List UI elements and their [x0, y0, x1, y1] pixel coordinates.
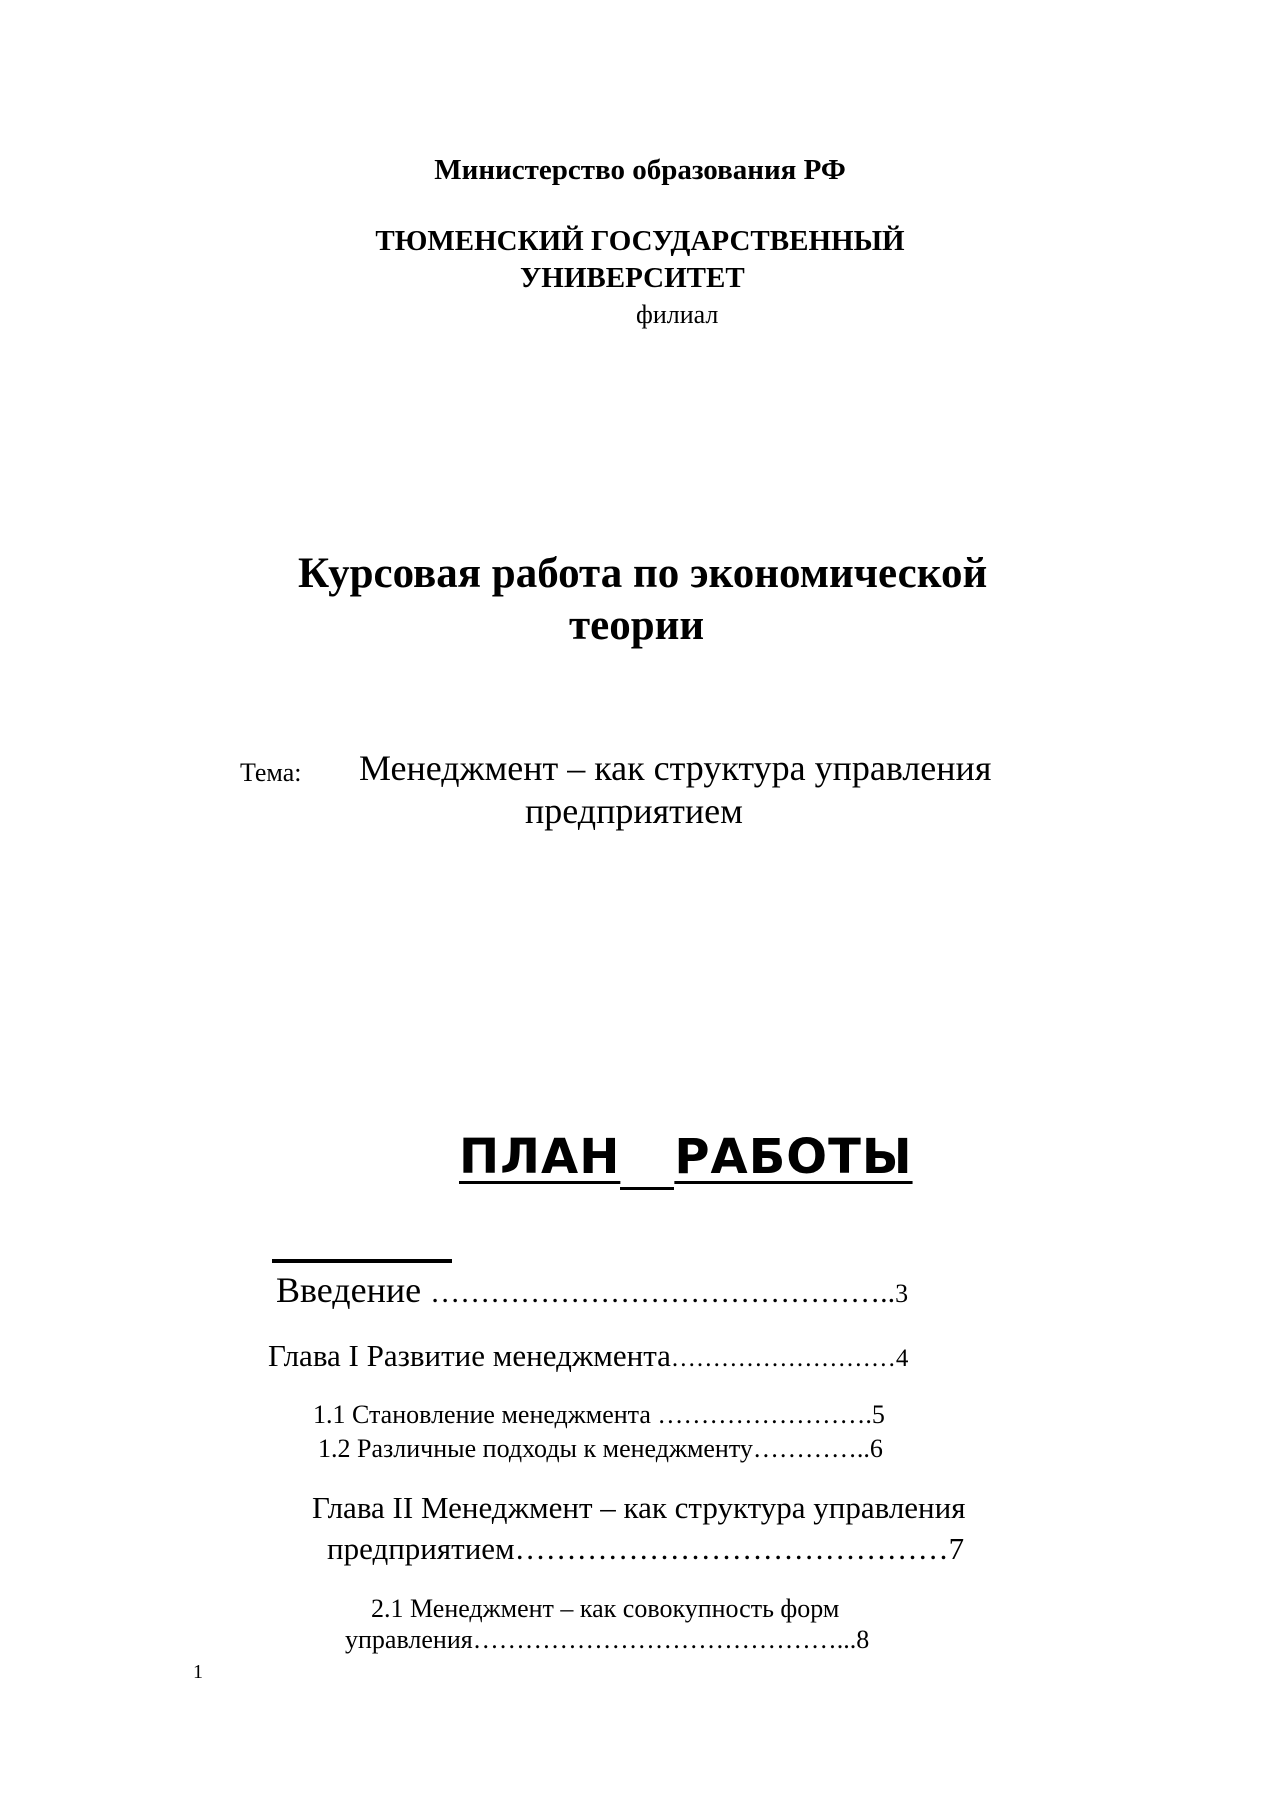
coursework-title-line2: теории: [569, 602, 705, 649]
topic-text-line2: предприятием: [525, 791, 743, 831]
toc-section-1-1-page: 5: [871, 1400, 885, 1429]
toc-intro-text: Введение: [276, 1270, 431, 1310]
toc-chapter2-dots: ……………………………………: [514, 1531, 949, 1566]
ministry-heading: Министерство образования РФ: [434, 154, 846, 186]
page-number: 1: [193, 1661, 203, 1683]
plan-heading: [459, 1129, 913, 1185]
toc-entry-intro: [276, 1272, 908, 1308]
toc-intro-page: 3: [895, 1279, 909, 1308]
toc-intro-dots: ………………………………………..: [430, 1276, 896, 1309]
toc-entry-section-2-1: [345, 1627, 869, 1653]
toc-entry-chapter2: [327, 1533, 964, 1564]
toc-chapter1-dots: ………………………: [670, 1345, 896, 1372]
toc-chapter2-line2: предприятием: [327, 1531, 515, 1566]
toc-section-2-1-line1: 2.1 Менеджмент – как совокупность форм: [371, 1594, 840, 1623]
toc-section-1-1-text: 1.1 Становление менеджмента: [313, 1400, 658, 1429]
topic-text-line1: Менеджмент – как структура управления: [359, 748, 992, 788]
toc-entry-chapter1: [268, 1340, 908, 1371]
toc-section-1-2-dots: …………..: [752, 1434, 870, 1463]
plan-heading-word2: РАБОТЫ: [674, 1129, 913, 1185]
toc-section-1-1-dots: …………………….: [657, 1400, 872, 1429]
topic-label: Тема:: [240, 758, 302, 787]
university-name-line1: ТЮМЕНСКИЙ ГОСУДАРСТВЕННЫЙ: [375, 225, 905, 257]
divider-rule: [272, 1259, 452, 1263]
plan-heading-gap: [620, 1137, 674, 1190]
toc-section-2-1-dots: ……………………………………...: [472, 1625, 857, 1654]
toc-chapter1-text: Глава I Развитие менеджмента: [268, 1338, 671, 1373]
coursework-title-line1: Курсовая работа по экономической: [298, 550, 988, 597]
toc-chapter1-page: 4: [895, 1345, 909, 1372]
university-name-line2: УНИВЕРСИТЕТ: [520, 262, 745, 294]
toc-section-1-2-text: 1.2 Различные подходы к менеджменту: [318, 1434, 753, 1463]
toc-chapter2-page: 7: [948, 1531, 965, 1566]
branch-label: филиал: [636, 300, 719, 329]
toc-entry-section-1-2: [318, 1436, 883, 1462]
toc-section-2-1-page: 8: [856, 1625, 870, 1654]
plan-heading-word1: ПЛАН: [459, 1129, 621, 1185]
toc-section-2-1-line2: управления: [345, 1625, 473, 1654]
toc-entry-section-1-1: [313, 1402, 885, 1428]
toc-chapter2-line1: Глава II Менеджмент – как структура управления: [312, 1490, 966, 1525]
toc-section-1-2-page: 6: [869, 1434, 883, 1463]
